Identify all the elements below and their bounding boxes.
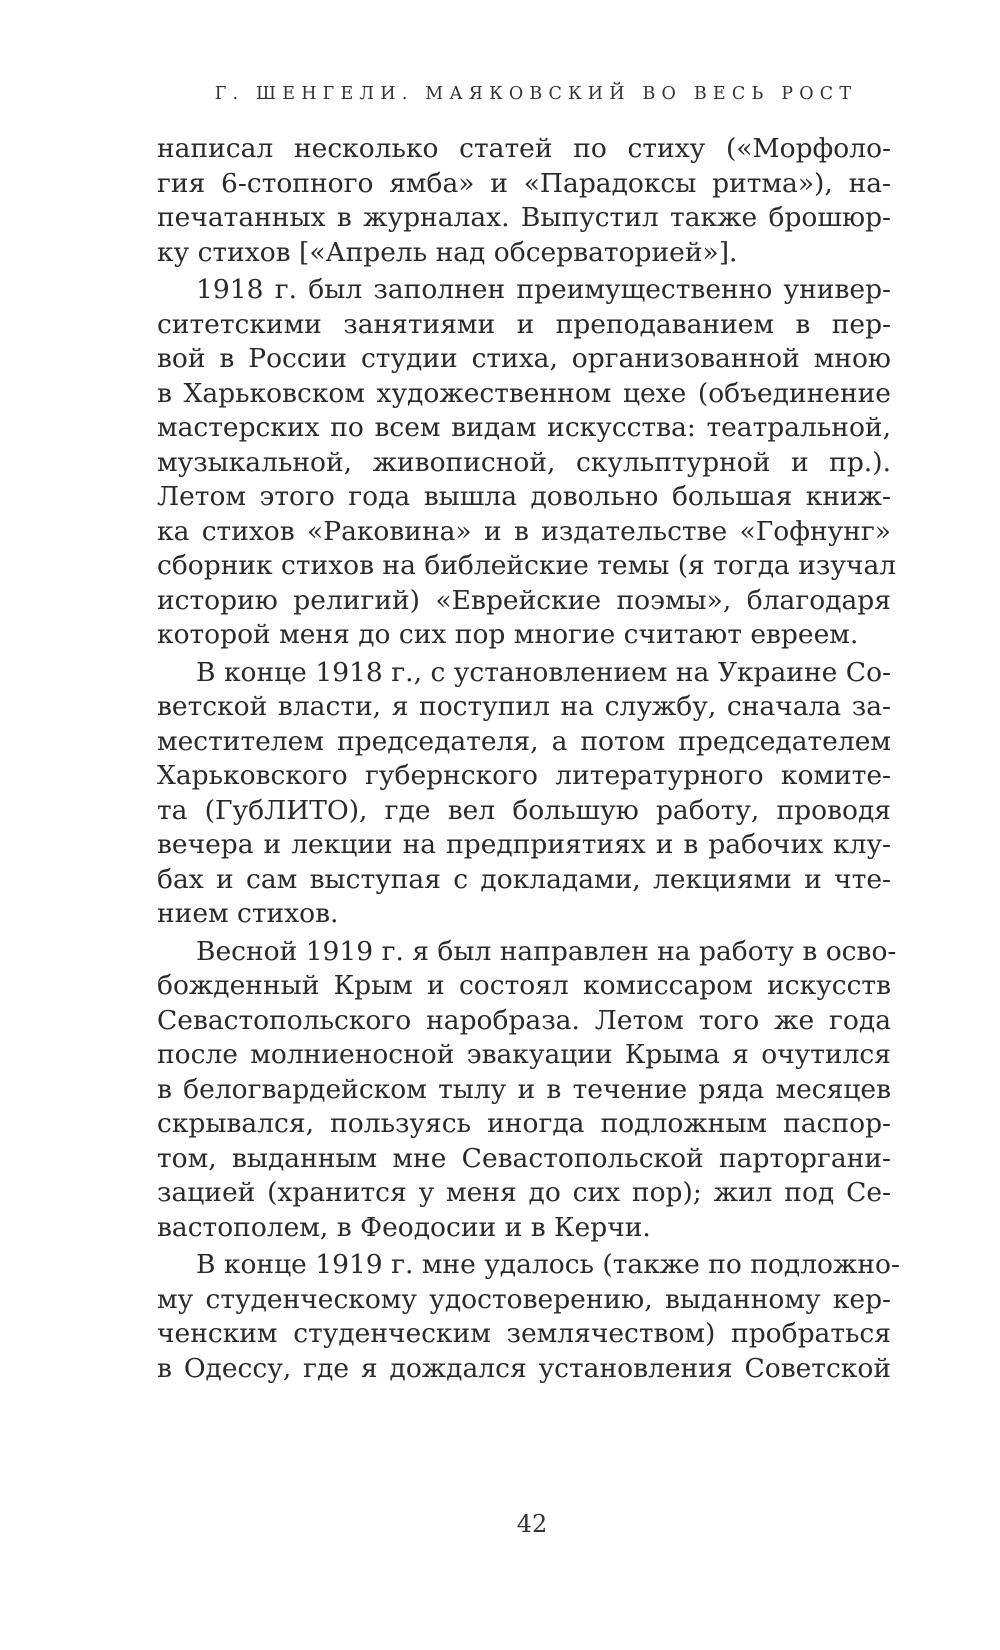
- text-line: в Одессу, где я дождался установления Советской: [157, 1352, 891, 1384]
- text-line: та (ГубЛИТО), где вел большую работу, проводя: [157, 794, 891, 826]
- paragraph: [157, 1248, 900, 1386]
- text-line: скрывался, пользуясь иногда подложным паспор-: [157, 1108, 891, 1139]
- text-line: местителем председателя, а потом председателем: [157, 725, 891, 757]
- text-line: ситетскими занятиями и преподаванием в пер-: [157, 308, 891, 340]
- text-line: му студенческому удостоверению, выданному кер-: [157, 1283, 891, 1315]
- paragraph: [157, 935, 897, 1246]
- text-line: вастополем, в Феодосии и в Керчи.: [157, 1211, 651, 1243]
- text-line: Харьковского губернского литературного комите-: [157, 760, 891, 791]
- text-line: которой меня до сих пор многие считают евреем.: [157, 619, 859, 650]
- page-number: 42: [516, 1510, 548, 1538]
- text-line: зацией (хранится у меня до сих пор); жил под Се-: [157, 1177, 891, 1208]
- text-line: музыкальной, живописной, скульптурной и пр.).: [157, 446, 891, 478]
- text-line: в белогвардейском тылу и в течение ряда месяцев: [157, 1073, 891, 1105]
- text-line: 1918 г. был заполнен преимущественно универ-: [196, 274, 891, 305]
- text-line: бах и сам выступая с докладами, лекциями и чте-: [157, 863, 891, 895]
- paragraph: [157, 273, 897, 653]
- text-line: вечера и лекции на предприятиях и в рабочих клу-: [157, 829, 891, 860]
- text-line: историю религий) «Еврейские поэмы», благодаря: [157, 584, 891, 616]
- text-line: после молниеносной эвакуации Крыма я очутился: [157, 1039, 891, 1070]
- text-line: мастерских по всем видам искусства: театральной,: [157, 412, 891, 443]
- text-line: печатанных в журналах. Выпустил также брошюр-: [157, 202, 891, 233]
- paragraph: [157, 132, 891, 270]
- text-line: том, выданным мне Севастопольской парторгани-: [157, 1142, 891, 1174]
- text-line: божденный Крым и состоял комиссаром искусств: [157, 970, 891, 1001]
- text-line: Летом этого года вышла довольно большая книж-: [157, 481, 891, 512]
- running-head: Г. ШЕНГЕЛИ. МАЯКОВСКИЙ ВО ВЕСЬ РОСТ: [214, 84, 858, 104]
- text-line: ка стихов «Раковина» и в издательстве «Гофнунг»: [157, 515, 891, 547]
- text-line: Весной 1919 г. я был направлен на работу в осво-: [196, 935, 897, 967]
- text-line: гия 6-стопного ямба» и «Парадоксы ритма»), на-: [157, 167, 891, 199]
- text-line: Севастопольского наробраза. Летом того же года: [157, 1004, 891, 1036]
- text-line: сборник стихов на библейские темы (я тогда изучал: [157, 550, 897, 581]
- text-line: В конце 1919 г. мне удалось (также по подложно-: [196, 1249, 900, 1280]
- text-line: нием стихов.: [157, 898, 339, 929]
- paragraph: [157, 656, 891, 932]
- text-line: вой в России студии стиха, организованной мною: [157, 343, 891, 374]
- text-line: ку стихов [«Апрель над обсерваторией»].: [157, 236, 738, 268]
- text-line: в Харьковском художественном цехе (объединение: [157, 377, 891, 409]
- text-line: В конце 1918 г., с установлением на Украине Со-: [196, 656, 891, 688]
- body-text: [157, 132, 900, 1386]
- text-line: ченским студенческим землячеством) пробраться: [157, 1318, 891, 1349]
- text-line: написал несколько статей по стиху («Морфоло-: [157, 133, 891, 164]
- text-line: ветской власти, я поступил на службу, сначала за-: [157, 691, 891, 722]
